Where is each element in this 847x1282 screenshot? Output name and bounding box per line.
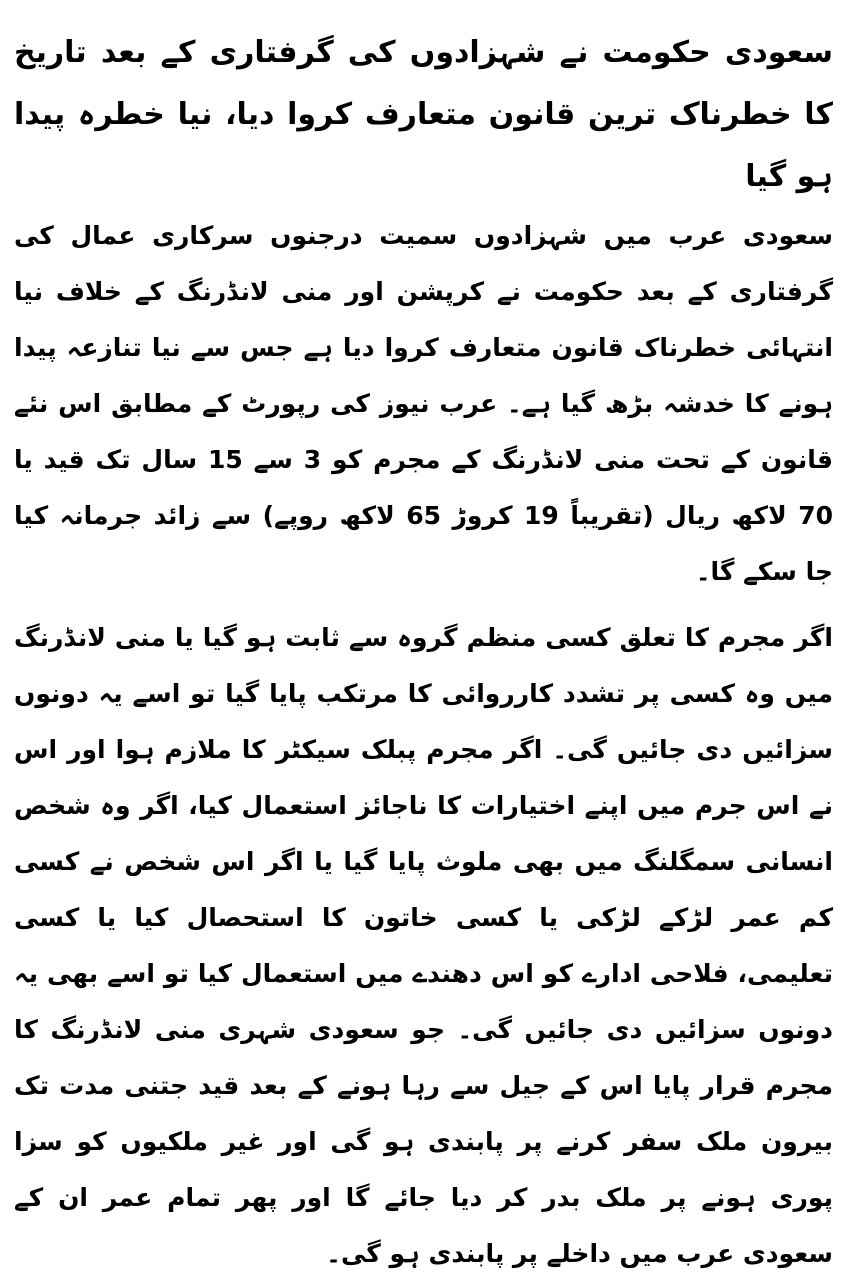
article-paragraph-2: اگر مجرم کا تعلق کسی منظم گروہ سے ثابت ہو گیا یا منی لانڈرنگ میں وہ کسی پر تشدد کارروائی کا مرتکب پایا گیا تو اسے یہ دونوں سزائیں دی جائیں گی۔ اگر مجرم پبلک سیکٹر کا ملازم ہوا اور اس نے اس جرم میں اپنے اختیارات کا ناجائز استعمال کیا، اگر وہ شخص انسانی سمگلنگ میں بھی ملوث پایا گیا یا اگر اس شخص نے کسی کم عمر لڑکے لڑکی یا کسی خاتون کا استحصال کیا یا کسی تعلیمی، فلاحی ادارے کو اس دھندے میں استعمال کیا تو اسے بھی یہ دونوں سزائیں دی جائیں گی۔ جو سعودی شہری منی لانڈرنگ کا مجرم قرار پایا اس کے جیل سے رہا ہونے کے بعد قید جتنی مدت تک بیرون ملک سفر کرنے پر پابندی ہو گی اور غیر ملکیوں کو سزا پوری ہونے پر ملک بدر کر دیا جائے گا اور پھر تمام عمر ان کے سعودی عرب میں داخلے پر پابندی ہو گی۔ (14, 623, 833, 1268)
news-article (14, 22, 833, 1282)
article-headline: سعودی حکومت نے شہزادوں کی گرفتاری کے بعد تاریخ کا خطرناک ترین قانون متعارف کروا دیا، نیا خطرہ پیدا ہو گیا (14, 35, 833, 194)
article-paragraph-1: سعودی عرب میں شہزادوں سمیت درجنوں سرکاری عمال کی گرفتاری کے بعد حکومت نے کرپشن اور منی لانڈرنگ کے خلاف نیا انتہائی خطرناک قانون متعارف کروا دیا ہے جس سے نیا تنازعہ پیدا ہونے کا خدشہ بڑھ گیا ہے۔ عرب نیوز کی رپورٹ کے مطابق اس نئے قانون کے تحت منی لانڈرنگ کے مجرم کو 3 سے 15 سال تک قید یا 70 لاکھ ریال (تقریباً 19 کروڑ 65 لاکھ روپے) سے زائد جرمانہ کیا جا سکے گا۔ (14, 221, 833, 586)
